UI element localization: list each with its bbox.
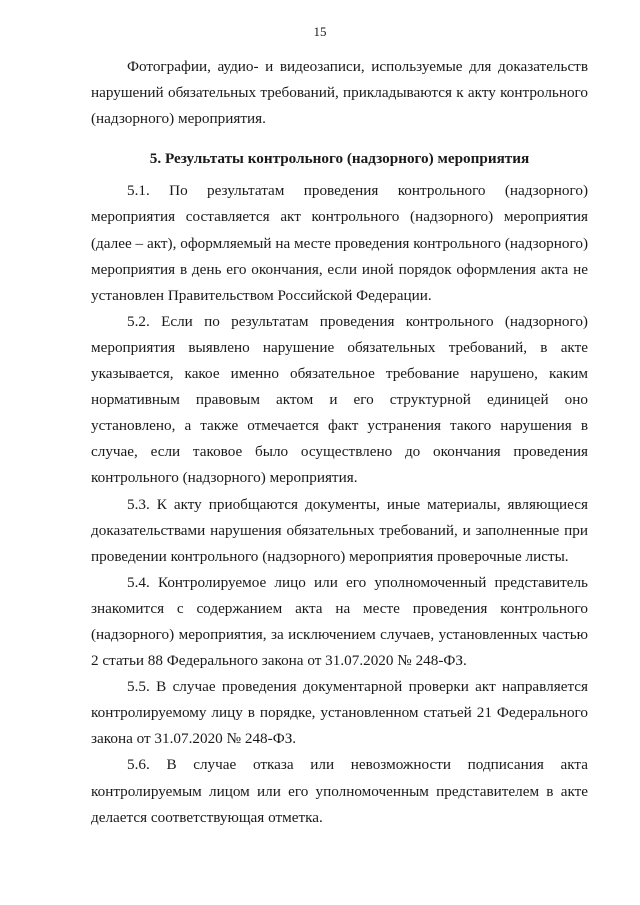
intro-paragraph: Фотографии, аудио- и видеозаписи, используемые для доказательств нарушений обязательных требований, прикладываются к акту контрольного (надзорного) мероприятия. bbox=[91, 58, 588, 128]
page-number: 15 bbox=[313, 24, 327, 39]
paragraph-5-4: 5.4. Контролируемое лицо или его уполномоченный представитель знакомится с содержанием акта на месте проведения контрольного (надзорного) мероприятия, за исключением случаев, установленных частью 2 статьи 88 Федерального закона от 31.07.2020 № 248-ФЗ. bbox=[91, 573, 588, 670]
paragraph-5-5: 5.5. В случае проведения документарной проверки акт направляется контролируемому лицу в порядке, установленном статьей 21 Федерального закона от 31.07.2020 № 248-ФЗ. bbox=[91, 678, 588, 748]
section-heading: 5. Результаты контрольного (надзорного) мероприятия bbox=[149, 150, 530, 168]
paragraph-5-3: 5.3. К акту приобщаются документы, иные материалы, являющиеся доказательствами нарушения обязательных требований, и заполненные при проведении контрольного (надзорного) мероприятия проверочные листы. bbox=[91, 495, 588, 565]
paragraph-5-1: 5.1. По результатам проведения контрольного (надзорного) мероприятия составляется акт контрольного (надзорного) мероприятия (далее – акт), оформляемый на месте проведения контрольного (надзорного) мероприятия в день его окончания, если иной порядок оформления акта не установлен Правительством Российской Федерации. bbox=[91, 182, 588, 304]
paragraph-5-2: 5.2. Если по результатам проведения контрольного (надзорного) мероприятия выявлено нарушение обязательных требований, в акте указывается, какое именно обязательное требование нарушено, каким нормативным правовым актом и его структурной единицей оно установлено, а также отмечается факт устранения такого нарушения в случае, если таковое было осуществлено до окончания проведения контрольного (надзорного) мероприятия. bbox=[91, 312, 588, 487]
paragraph-5-6: 5.6. В случае отказа или невозможности подписания акта контролируемым лицом или его уполномоченным представителем в акте делается соответствующая отметка. bbox=[91, 756, 588, 826]
document-body bbox=[91, 54, 588, 831]
